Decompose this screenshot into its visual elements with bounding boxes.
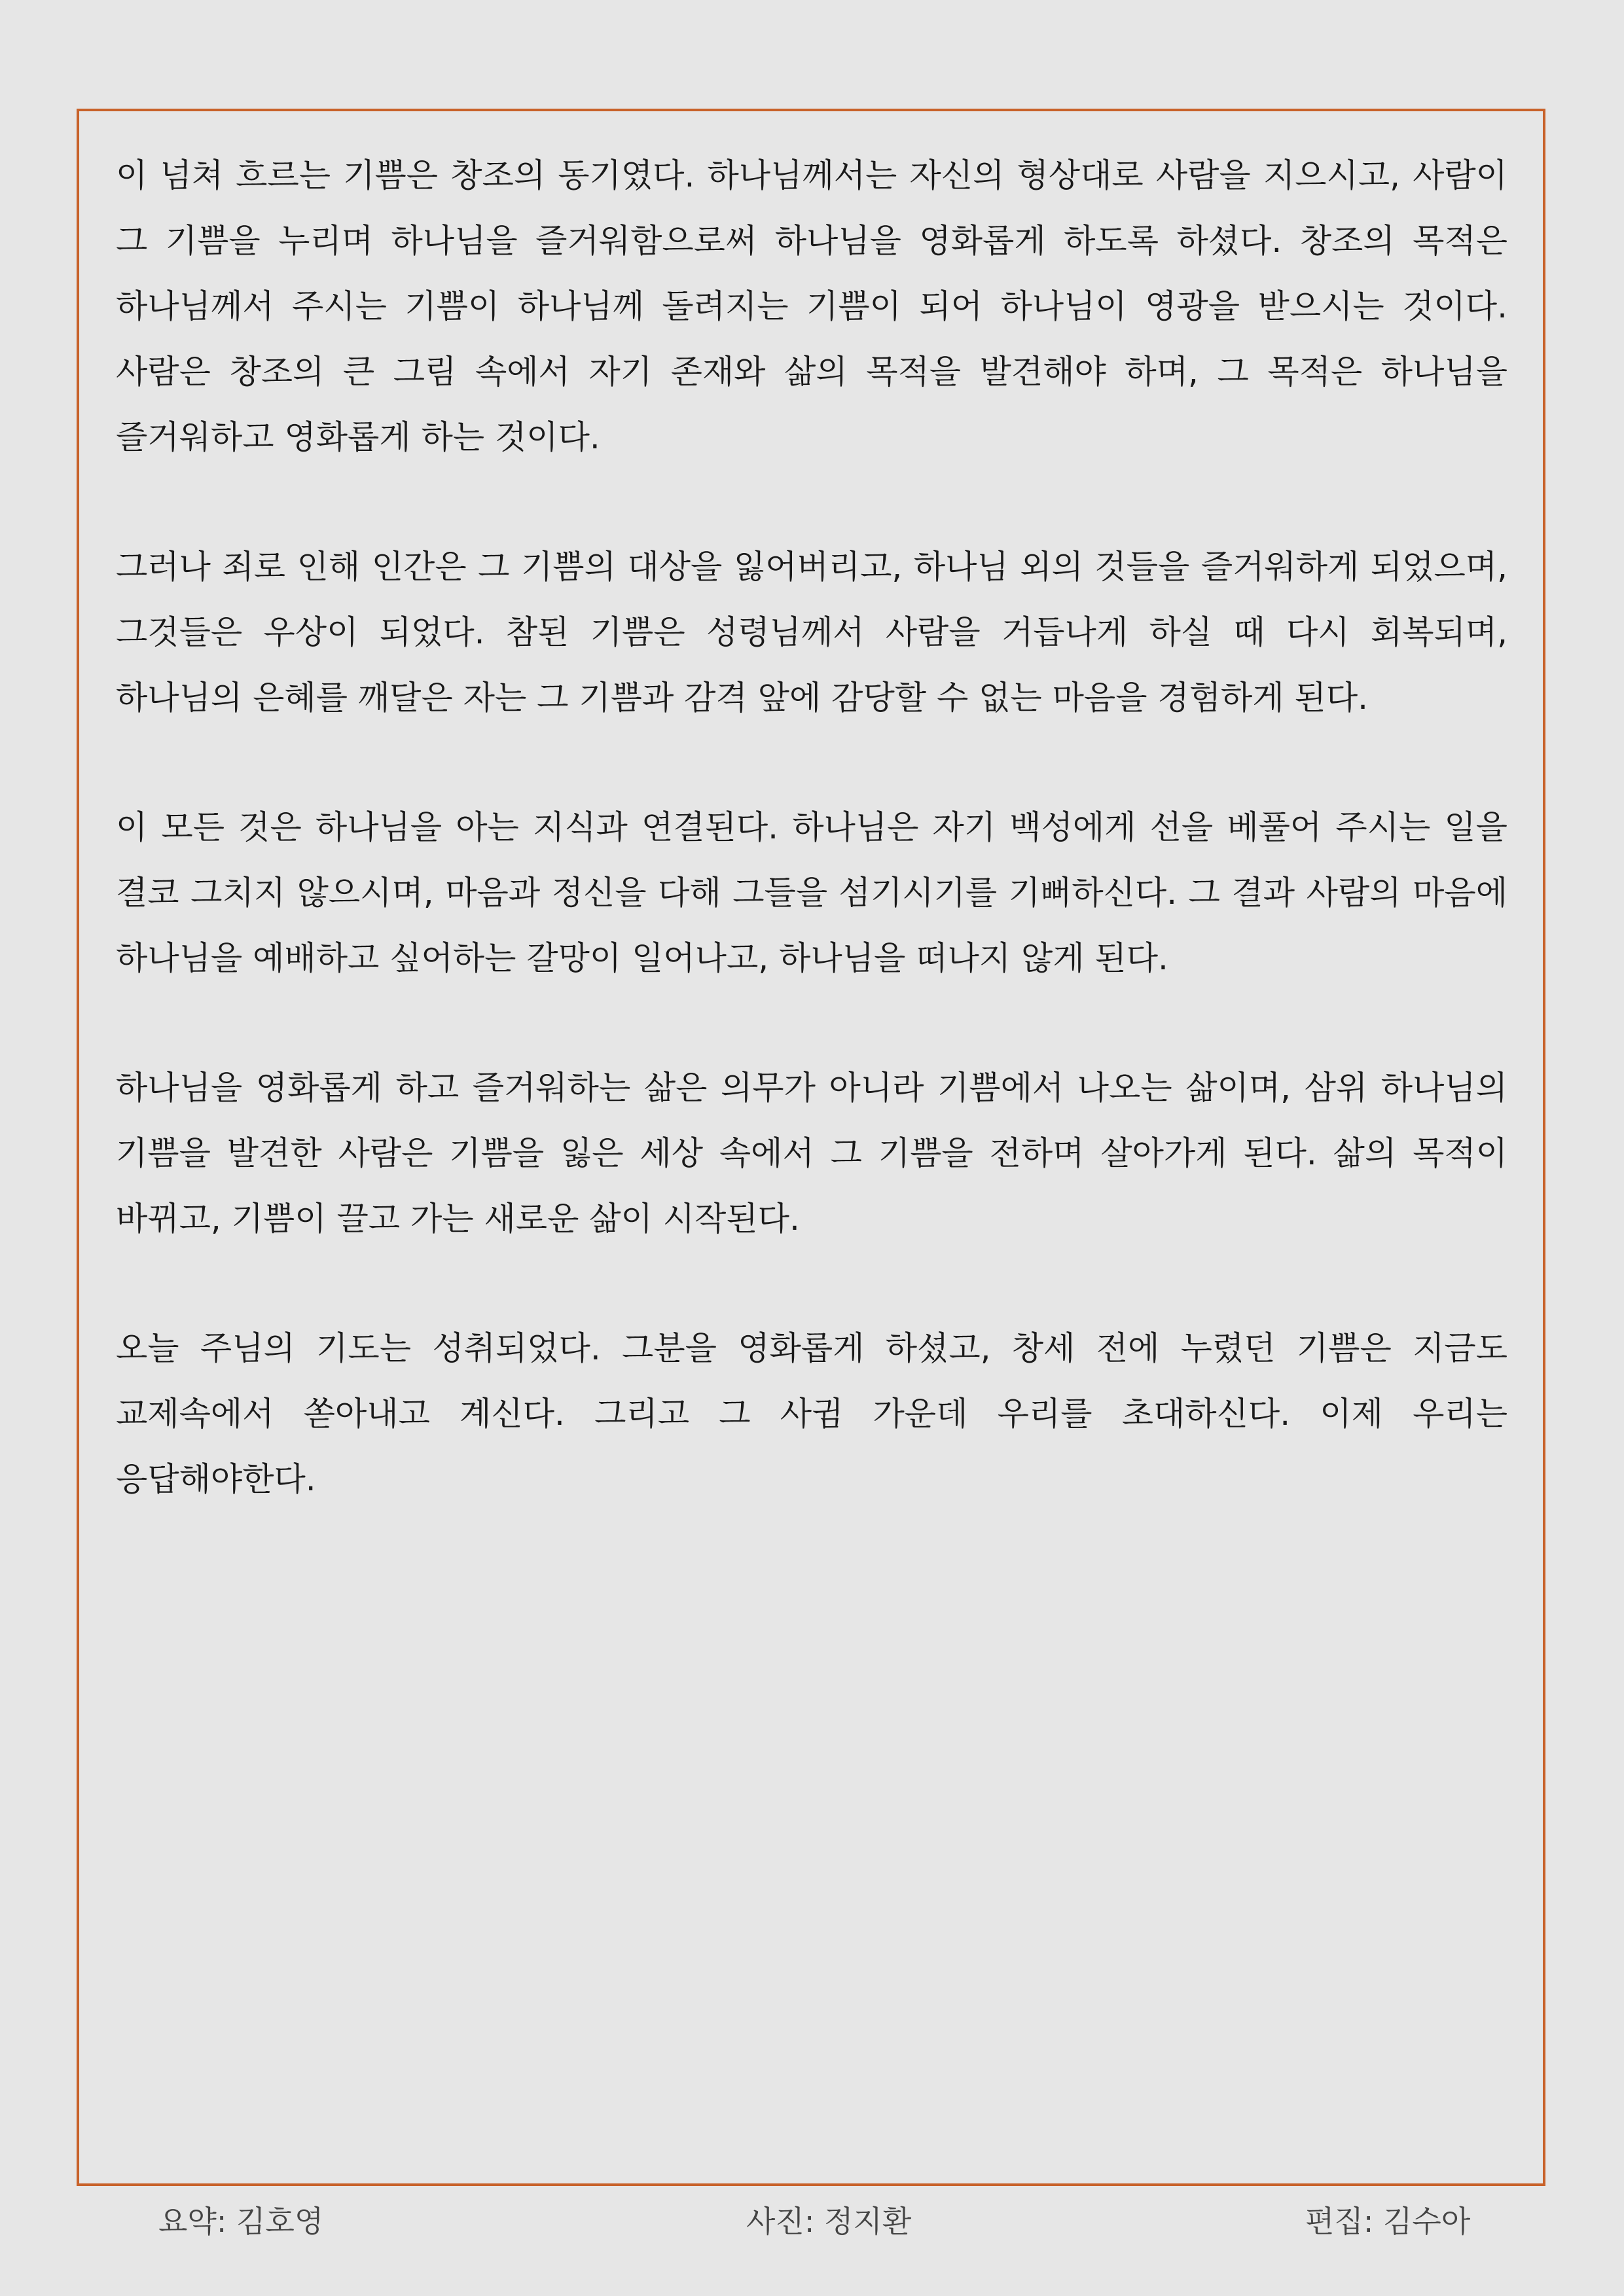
paragraph-2: 그러나 죄로 인해 인간은 그 기쁨의 대상을 잃어버리고, 하나님 외의 것들을 즐거워하게 되었으며, 그것들은 우상이 되었다. 참된 기쁨은 성령님께서 사람을 거듭나게 하실 때 다시 회복되며, 하나님의 은혜를 깨달은 자는 그 기쁨과 감격 앞에 감당할 수 없는 마음을 경험하게 된다.	[116, 548, 1507, 717]
article-body	[116, 143, 1507, 1576]
paragraph-4: 하나님을 영화롭게 하고 즐거워하는 삶은 의무가 아니라 기쁨에서 나오는 삶이며, 삼위 하나님의 기쁨을 발견한 사람은 기쁨을 잃은 세상 속에서 그 기쁨을 전하며 살아가게 된다. 삶의 목적이 바뀌고, 기쁨이 끌고 가는 새로운 삶이 시작된다.	[116, 1069, 1507, 1238]
credit-editor: 편집: 김수아	[1305, 2204, 1471, 2239]
paragraph-3: 이 모든 것은 하나님을 아는 지식과 연결된다. 하나님은 자기 백성에게 선을 베풀어 주시는 일을 결코 그치지 않으시며, 마음과 정신을 다해 그들을 섬기시기를 기뻐하신다. 그 결과 사람의 마음에 하나님을 예배하고 싶어하는 갈망이 일어나고, 하나님을 떠나지 않게 된다.	[116, 808, 1507, 977]
paragraph-5: 오늘 주님의 기도는 성취되었다. 그분을 영화롭게 하셨고, 창세 전에 누렸던 기쁨은 지금도 교제속에서 쏟아내고 계신다. 그리고 그 사귐 가운데 우리를 초대하신다. 이제 우리는 응답해야한다.	[116, 1329, 1507, 1498]
paragraph-1: 이 넘쳐 흐르는 기쁨은 창조의 동기였다. 하나님께서는 자신의 형상대로 사람을 지으시고, 사람이 그 기쁨을 누리며 하나님을 즐거워함으로써 하나님을 영화롭게 하도록 하셨다. 창조의 목적은 하나님께서 주시는 기쁨이 하나님께 돌려지는 기쁨이 되어 하나님이 영광을 받으시는 것이다. 사람은 창조의 큰 그림 속에서 자기 존재와 삶의 목적을 발견해야 하며, 그 목적은 하나님을 즐거워하고 영화롭게 하는 것이다.	[116, 156, 1507, 456]
credits-footer	[0, 2198, 1624, 2244]
credit-summary: 요약: 김호영	[158, 2204, 324, 2239]
credit-photo: 사진: 정지환	[746, 2204, 912, 2239]
